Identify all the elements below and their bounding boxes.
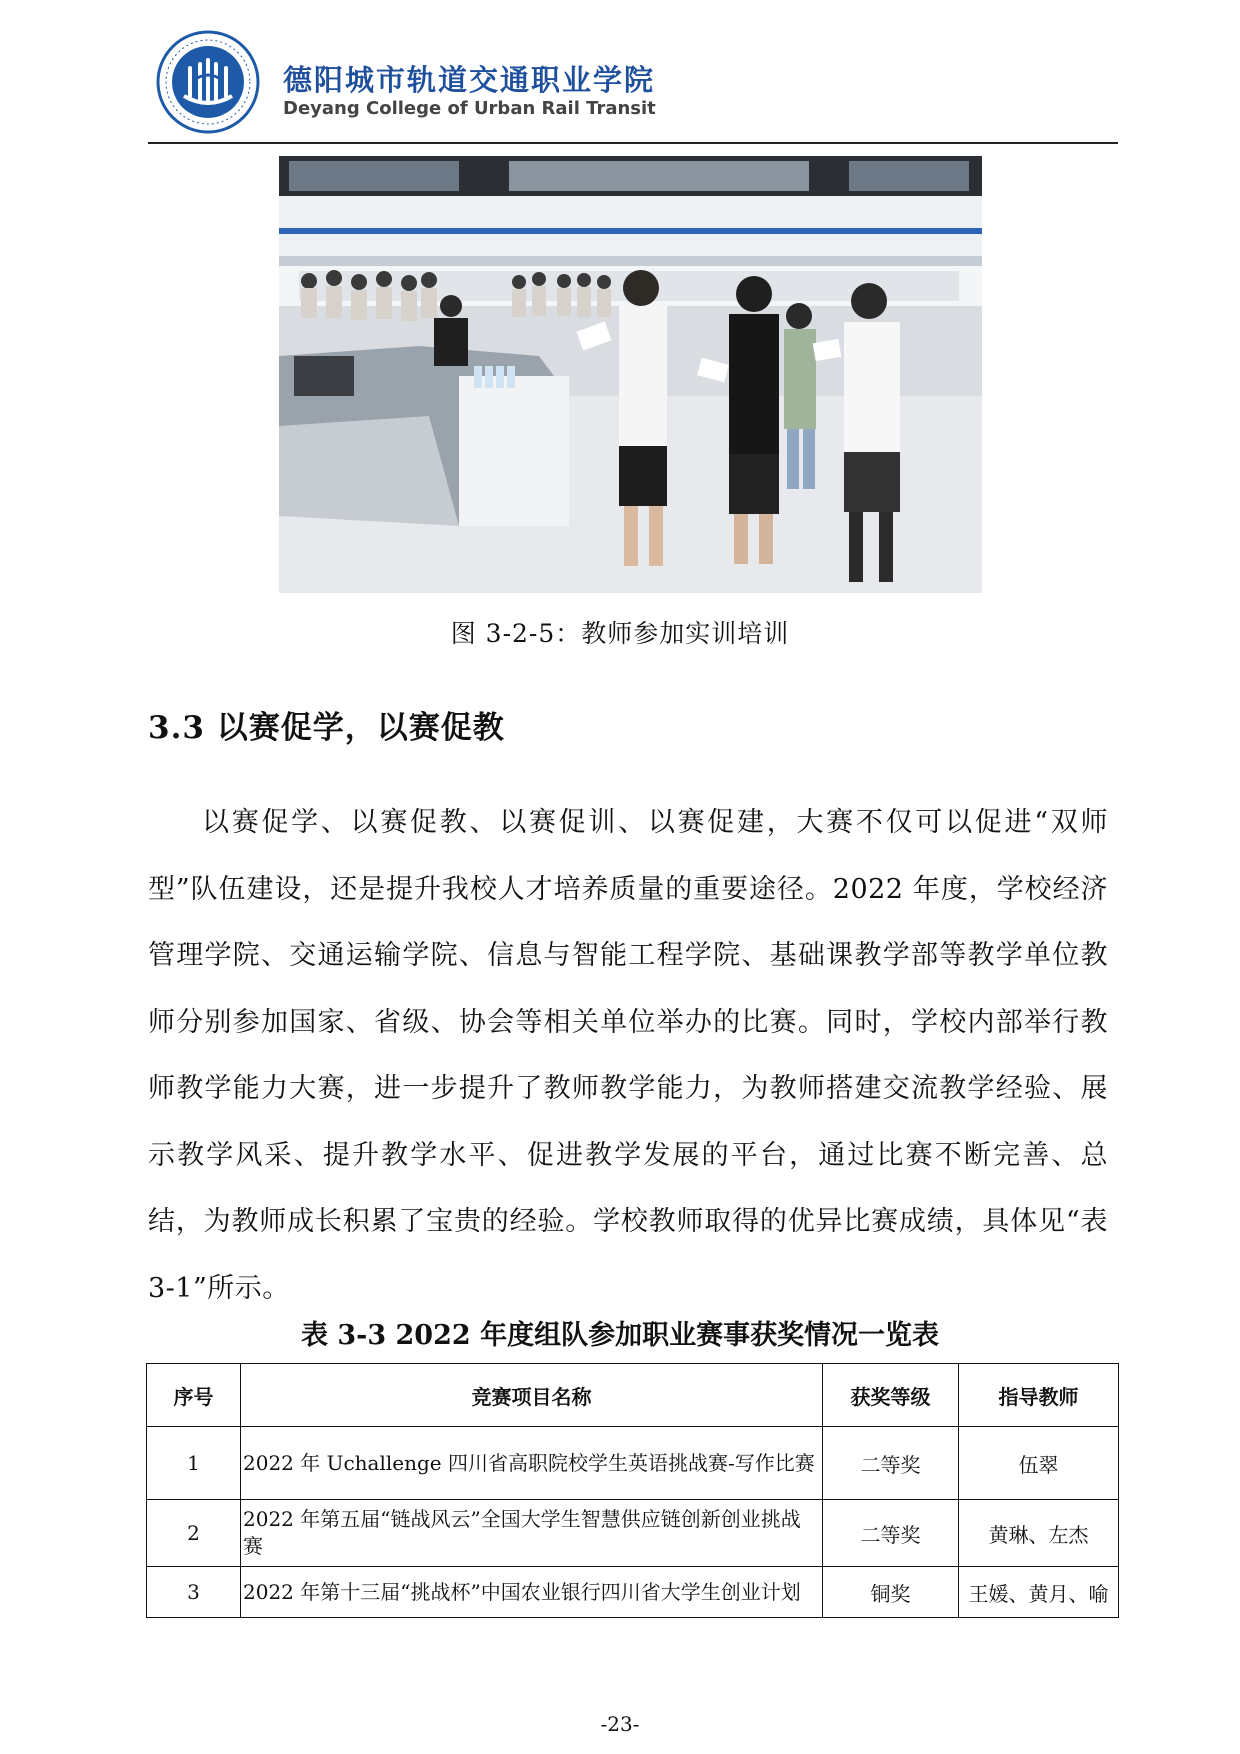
table-row	[147, 1500, 1119, 1567]
cell-competition: 2022 年 Uchallenge 四川省高职院校学生英语挑战赛-写作比赛	[241, 1427, 823, 1500]
school-name-cn: 德阳城市轨道交通职业学院	[283, 63, 656, 97]
table-title: 表 3-3 2022 年度组队参加职业赛事获奖情况一览表	[300, 1320, 940, 1351]
cell-index: 2	[147, 1500, 241, 1567]
table-row	[147, 1567, 1119, 1618]
section-heading: 3.3 以赛促学，以赛促教	[148, 710, 505, 746]
figure-caption: 图 3-2-5：教师参加实训培训	[450, 619, 790, 648]
header-divider	[148, 142, 1118, 144]
cell-competition: 2022 年第十三届“挑战杯”中国农业银行四川省大学生创业计划	[241, 1567, 823, 1618]
col-header-award: 获奖等级	[823, 1364, 959, 1427]
cell-advisor: 伍翠	[959, 1427, 1119, 1500]
col-header-competition: 竞赛项目名称	[241, 1364, 823, 1427]
cell-index: 3	[147, 1567, 241, 1618]
school-name-en: Deyang College of Urban Rail Transit	[283, 98, 656, 119]
body-paragraph: 以赛促学、以赛促教、以赛促训、以赛促建，大赛不仅可以促进“双师型”队伍建设，还是提升我校人才培养质量的重要途径。2022 年度，学校经济管理学院、交通运输学院、信息与智能工程学院、基础课教学部等教学单位教师分别参加国家、省级、协会等相关单位举办的比赛。同时，学校内部举行教师教学能力大赛，进一步提升了教师教学能力，为教师搭建交流教学经验、展示教学风采、提升教学水平、促进教学发展的平台，通过比赛不断完善、总结，为教师成长积累了宝贵的经验。学校教师取得的优异比赛成绩，具体见“表 3-1”所示。	[148, 807, 1108, 1304]
page-header	[148, 30, 1118, 140]
page-number: -23-	[600, 1712, 640, 1736]
col-header-advisor: 指导教师	[959, 1364, 1119, 1427]
table-row	[147, 1427, 1119, 1500]
school-logo	[156, 30, 260, 134]
cell-award: 铜奖	[823, 1567, 959, 1618]
cell-index: 1	[147, 1427, 241, 1500]
awards-table	[146, 1363, 1119, 1618]
cell-award: 二等奖	[823, 1500, 959, 1567]
cell-advisor: 黄琳、左杰	[959, 1500, 1119, 1567]
cell-award: 二等奖	[823, 1427, 959, 1500]
table-header-row	[147, 1364, 1119, 1427]
cell-advisor: 王媛、黄月、喻	[959, 1567, 1119, 1618]
training-photo	[279, 156, 982, 593]
cell-competition: 2022 年第五届“链战风云”全国大学生智慧供应链创新创业挑战赛	[241, 1500, 823, 1567]
col-header-index: 序号	[147, 1364, 241, 1427]
